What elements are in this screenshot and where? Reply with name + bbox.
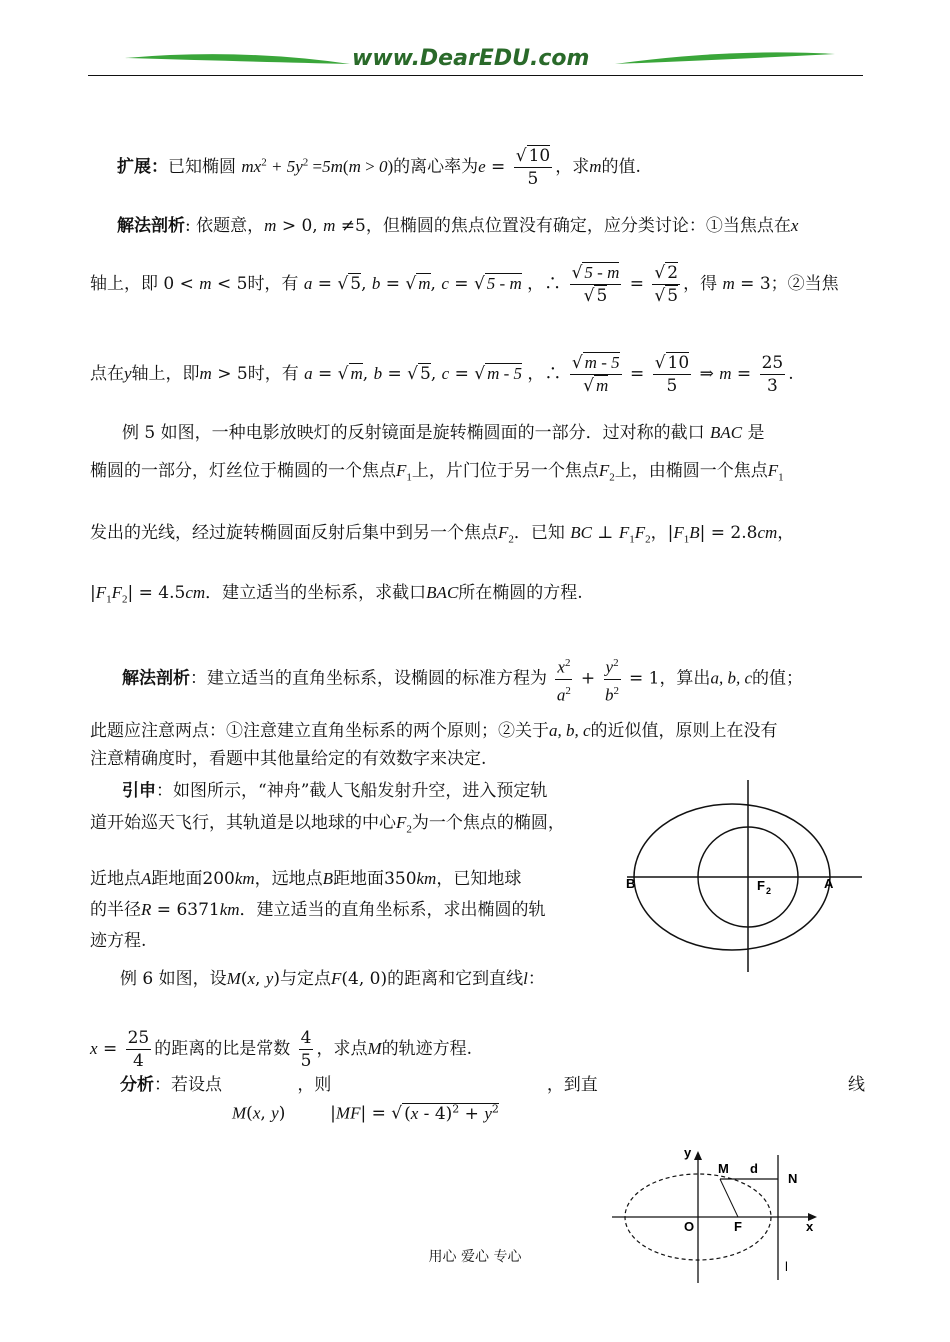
corollary-line2: 道开始巡天飞行，其轨道是以地球的中心$F_2$为一个焦点的椭圆， xyxy=(90,813,565,836)
analysis3-text: ，到直 xyxy=(546,1075,598,1095)
y-axis-label: y xyxy=(684,1145,692,1160)
analysis3-line1 xyxy=(120,1072,865,1098)
focus-f2-subscript: 2 xyxy=(766,886,772,896)
corollary-text: ．建立适当的直角坐标系，求出椭圆的轨 xyxy=(239,900,546,920)
corollary-line3: 近地点A距地面200km，远地点B距地面350km，已知地球 xyxy=(90,869,522,889)
analysis2-line1: 解法剖析：建立适当的直角坐标系，设椭圆的标准方程为 $\frac{x^2}{a^2}$ + $\frac{y^2}{b^2}$ = 1，算出a, b, c的值； xyxy=(122,652,897,706)
example6-text: 的轨迹方程. xyxy=(381,1039,473,1059)
example5-line4: $|F_1F_2| = 4.5cm$．建立适当的坐标系，求截口BAC所在椭圆的方程. xyxy=(90,583,583,606)
distance-d-label: d xyxy=(750,1161,758,1176)
line-l-label: l xyxy=(785,1259,788,1274)
corollary-text: 迹方程. xyxy=(90,931,147,951)
analysis1-text: ；②当焦 xyxy=(770,274,839,294)
corollary-text: 距地面 xyxy=(333,869,385,889)
page-footer: 用心 爱心 专心 xyxy=(428,1249,522,1265)
logo-text: www.DearEDU.com xyxy=(352,46,590,71)
analysis1-text: : 依题意， xyxy=(185,216,265,236)
analysis1-label: 解法剖析 xyxy=(117,216,185,236)
analysis2-line2: 此题应注意两点：①注意建立直角坐标系的两个原则；②关于a, b, c的近似值，原则上在没有 xyxy=(90,721,778,741)
analysis3-formulas: M(x, y) |MF| = √ $(x - 4)^2 + y^2$ xyxy=(232,1102,499,1124)
example5-text: 是 xyxy=(747,423,765,443)
analysis1-line1: 解法剖析: 依题意，m > 0, m ≠5，但椭圆的焦点位置没有确定，应分类讨论：①当焦点在x xyxy=(117,216,799,236)
analysis3-text: 线 xyxy=(848,1075,865,1095)
analysis2-text: ，算出 xyxy=(659,668,711,689)
analysis1-text: 轴上，即 xyxy=(90,274,158,294)
analysis1-text: 轴上，即 xyxy=(131,364,200,384)
example6-line1: 例 6 如图，设M(x, y)与定点F(4, 0)的距离和它到直线l： xyxy=(120,969,545,989)
corollary-text: ，已知地球 xyxy=(436,869,522,889)
x-axis-label: x xyxy=(806,1219,814,1234)
example6-text: 例 6 如图，设 xyxy=(120,969,227,989)
analysis1-text: ，得 xyxy=(683,274,718,294)
analysis3-text: ，则 xyxy=(297,1075,332,1095)
analysis2-line3 xyxy=(90,746,865,772)
analysis2-text: ：建立适当的直角坐标系，设椭圆的标准方程为 xyxy=(190,668,547,689)
point-a-label: A xyxy=(824,876,834,891)
example5-line3: 发出的光线，经过旋转椭圆面反射后集中到另一个焦点$F_2$．已知 BC ⊥ $F_1F_2$，$|F_1B| = 2.8cm$， xyxy=(90,523,795,546)
corollary-label: 引申 xyxy=(122,781,156,801)
corollary-text: 近地点 xyxy=(90,869,141,889)
focus-f2-label: F xyxy=(757,878,765,893)
extension-label: 扩展： xyxy=(117,157,168,177)
example6-text: 与定点 xyxy=(279,969,331,989)
example6-text: ，求点 xyxy=(316,1039,368,1059)
point-b-label: B xyxy=(626,876,636,891)
analysis2-label: 解法剖析 xyxy=(122,668,190,689)
analysis1-text: ，但椭圆的焦点位置没有确定，应分类讨论：①当焦点在 xyxy=(365,216,791,236)
example5-text: 上，片门位于另一个焦点 xyxy=(411,461,599,481)
example5-text: ．已知 xyxy=(513,523,565,543)
example5-text: 椭圆的一部分，灯丝位于椭圆的一个焦点 xyxy=(90,461,396,481)
corollary-text: 为一个焦点的椭圆， xyxy=(411,813,565,833)
corollary-text: 道开始巡天飞行，其轨道是以地球的中心 xyxy=(90,813,396,833)
analysis1-text: 时，有 xyxy=(247,364,299,384)
extension-text-1: 已知椭圆 xyxy=(168,157,236,177)
point-m-label: M xyxy=(718,1161,729,1176)
example5-line2: 椭圆的一部分，灯丝位于椭圆的一个焦点$F_1$上，片门位于另一个焦点$F_2$上，由椭圆一个焦点$F_1$ xyxy=(90,461,784,484)
corollary-line4: 的半径R = 6371km．建立适当的直角坐标系，求出椭圆的轨 xyxy=(90,900,546,920)
analysis1-text: 点在 xyxy=(90,364,124,384)
analysis1-line3: 点在y轴上，即m > 5时，有 a = √ m, b = √ 5, c = √ m - 5 ，∴ $\frac{√ m - 5}{√ m}$ = $\frac{√ 10}{5}$ ⇒ m = $\frac{25}{3}$ . xyxy=(90,353,794,396)
extension-line: 扩展：已知椭圆 $mx^2 + 5y^2 =5m(m > 0)$的离心率为e = $\frac{√ 10}{5}$ ，求m的值. xyxy=(117,146,641,189)
example5-text: 例 5 如图，一种电影放映灯的反射镜面是旋转椭圆面的一部分．过对称的截口 xyxy=(122,423,705,443)
analysis2-text: 此题应注意两点：①注意建立直角坐标系的两个原则；②关于 xyxy=(90,721,549,741)
analysis1-text: 时，有 xyxy=(247,274,299,294)
analysis2-text: 的近似值，原则上在没有 xyxy=(590,721,778,741)
example6-text: 的距离和它到直线 xyxy=(387,969,524,989)
header-rule xyxy=(88,75,863,76)
point-n-label: N xyxy=(788,1171,798,1186)
analysis3-label: 分析 xyxy=(120,1075,154,1095)
origin-o-label: O xyxy=(684,1219,695,1234)
analysis2-text: 注意精确度时，看题中其他量给定的有效数字来决定. xyxy=(90,749,487,769)
example5-text: ．建立适当的坐标系，求截口 xyxy=(205,583,427,603)
extension-text-4: 的值. xyxy=(601,157,641,177)
example5-line1: 例 5 如图，一种电影放映灯的反射镜面是旋转椭圆面的一部分．过对称的截口 BAC 是 xyxy=(122,423,765,443)
example5-text: 上，由椭圆一个焦点 xyxy=(614,461,768,481)
corollary-text: 距地面 xyxy=(151,869,203,889)
analysis3-text: ：若设点 xyxy=(154,1075,222,1095)
focus-f-label: F xyxy=(734,1219,742,1234)
header-logo xyxy=(120,40,840,80)
orbit-diagram xyxy=(622,780,867,975)
example6-text: ： xyxy=(527,969,545,989)
example6-text: 的距离的比是常数 xyxy=(154,1039,291,1059)
corollary-text: 的半径 xyxy=(90,900,141,920)
example6-line2: x = $\frac{25}{4}$ 的距离的比是常数 $\frac{4}{5}$ ，求点M的轨迹方程. xyxy=(90,1028,473,1071)
orbit-figure xyxy=(622,780,867,975)
analysis2-text: 的值； xyxy=(751,668,803,689)
corollary-text: ：如图所示，“神舟”截人飞船发射升空，进入预定轨 xyxy=(156,781,548,801)
analysis1-line2: 轴上，即 0 < m < 5时，有 a = √ 5, b = √ m, c = √ 5 - m ，∴ $\frac{√ 5 - m}{√ 5}$ = $\frac{√ 2}{√ 5}$ ，得 m = 3；②当焦 xyxy=(90,263,839,306)
extension-text-2: 的离心率为 xyxy=(393,157,479,177)
example5-text: 发出的光线，经过旋转椭圆面反射后集中到另一个焦点 xyxy=(90,523,498,543)
example5-text: 所在椭圆的方程. xyxy=(458,583,583,603)
extension-eq: $mx^2 + 5y^2 =5m(m > 0)$ xyxy=(241,156,394,176)
corollary-text: ，远地点 xyxy=(254,869,323,889)
extension-text-3: ，求 xyxy=(555,157,590,177)
